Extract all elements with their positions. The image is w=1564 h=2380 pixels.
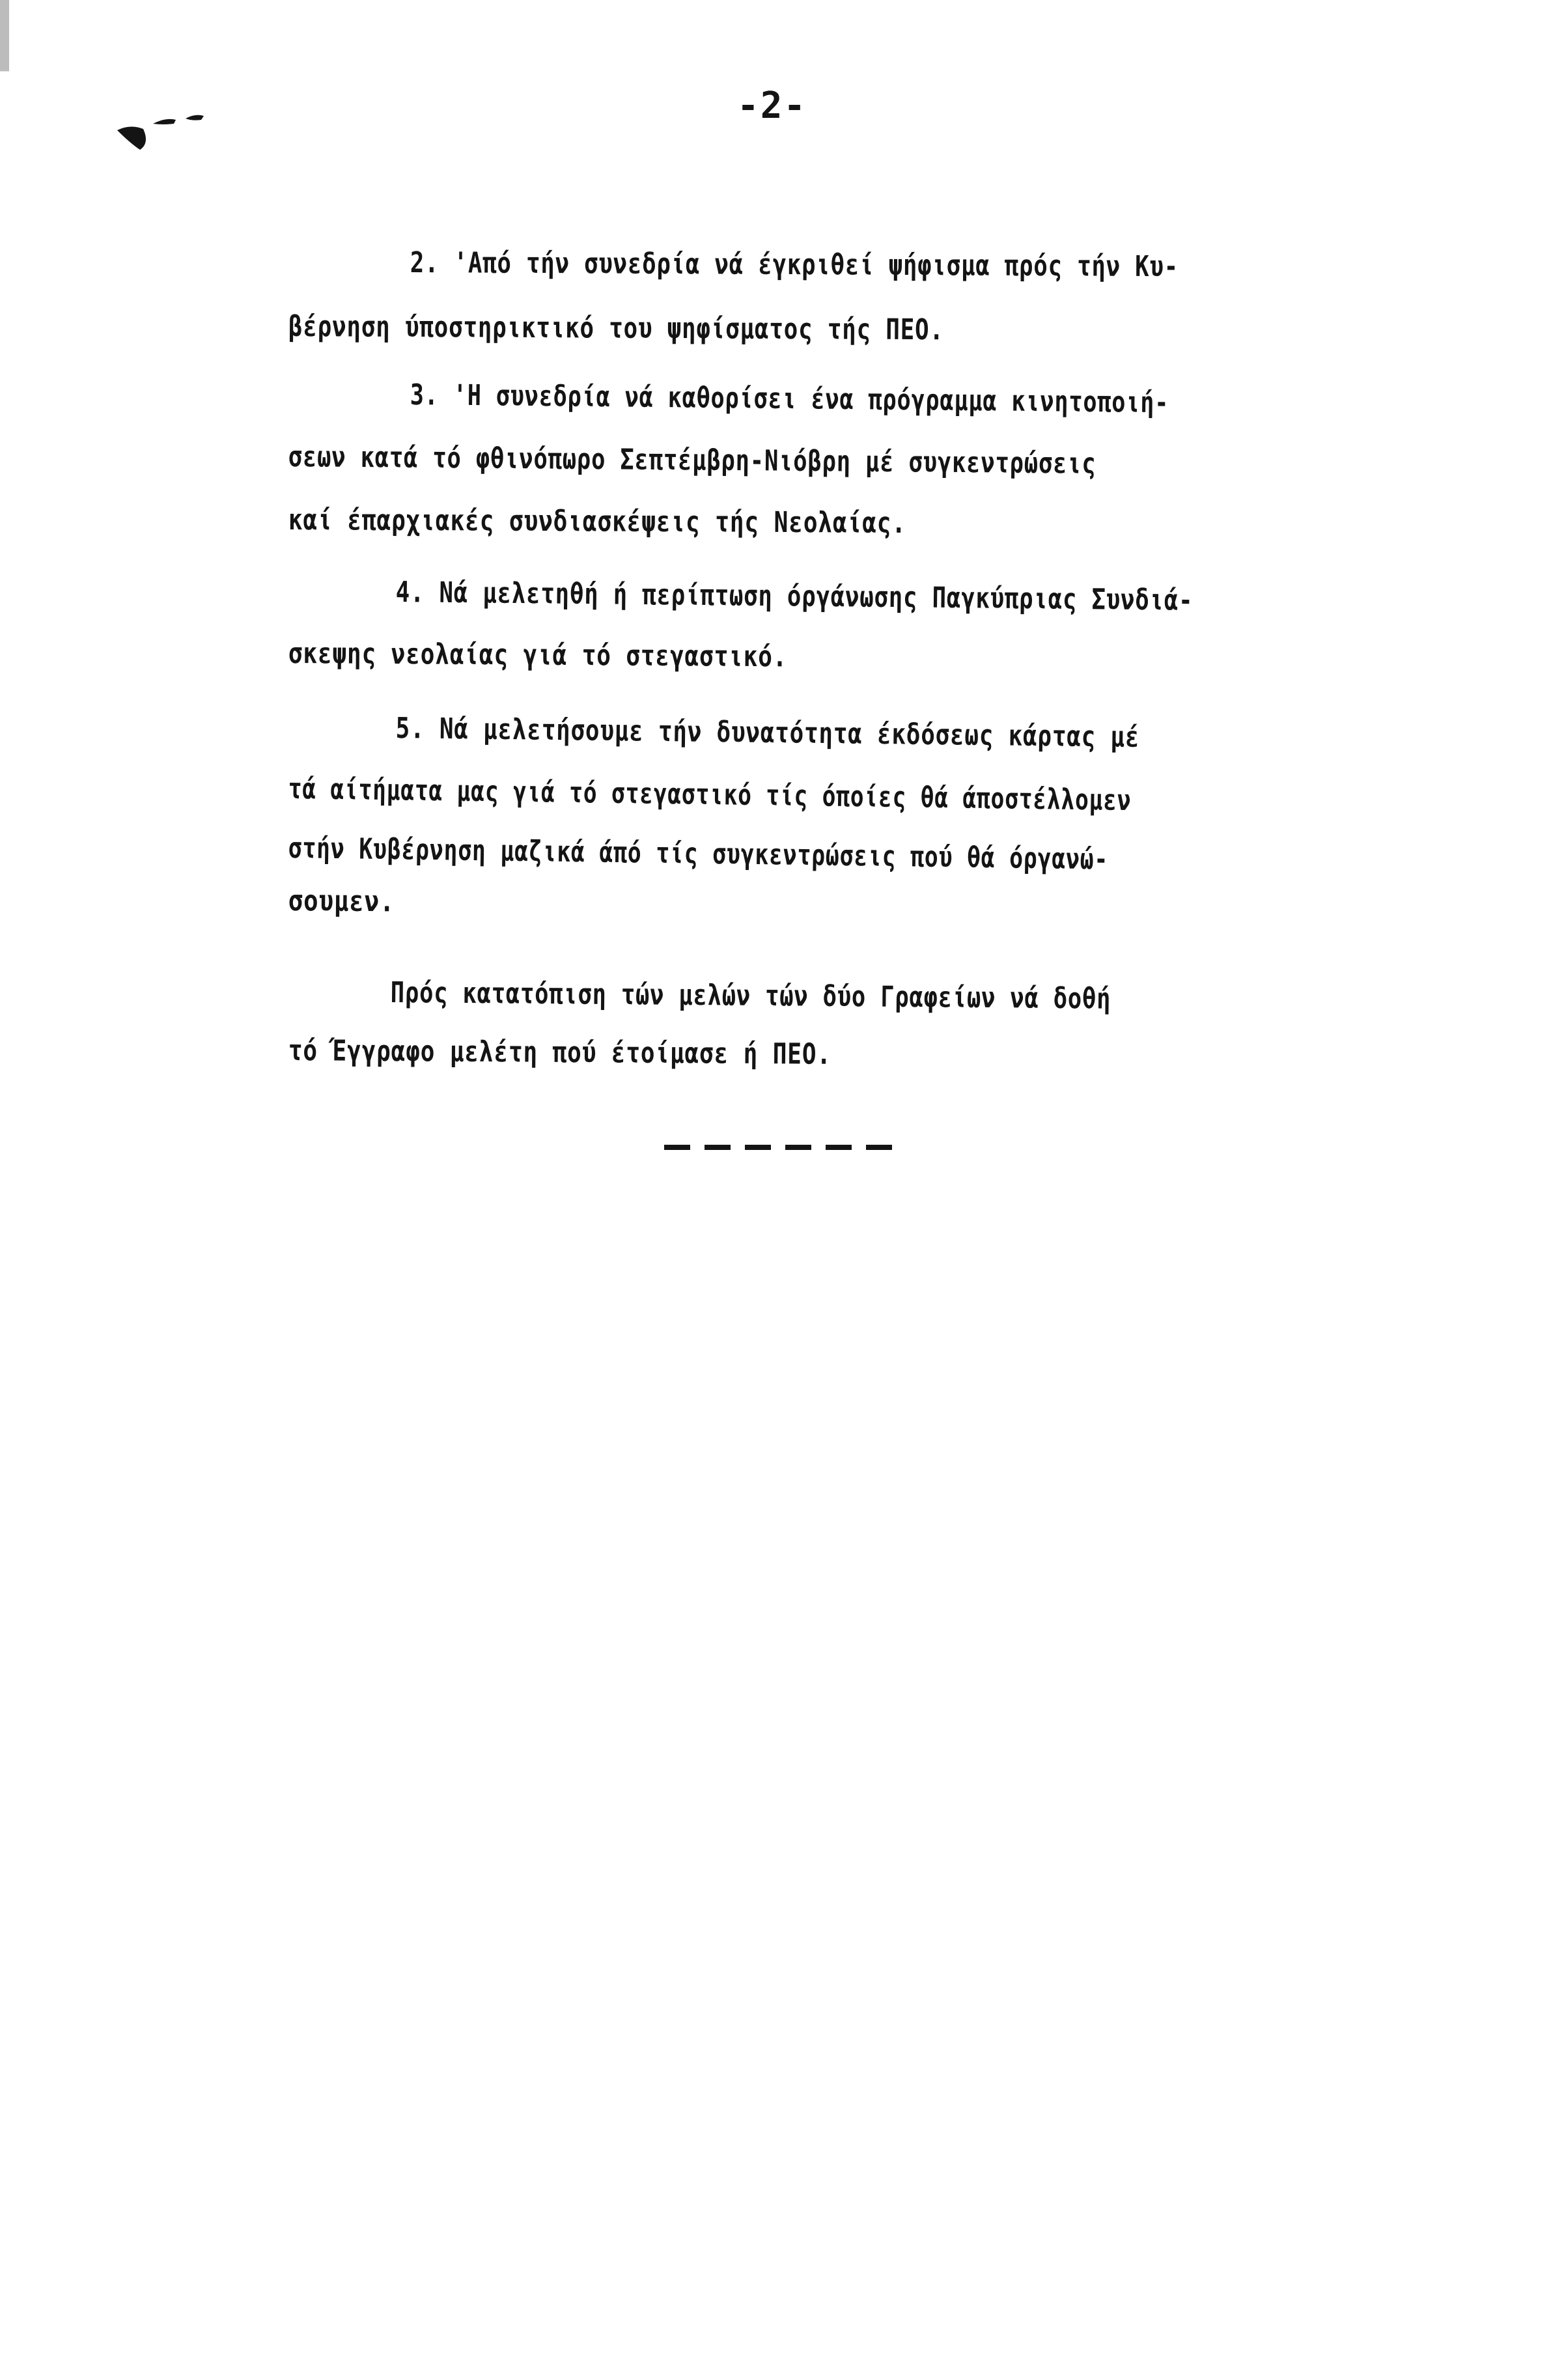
end-dashed-rule	[664, 1145, 892, 1150]
closing-line-1: Πρός κατατόπιση τών μελών τών δύο Γραφείων νά δοθή	[390, 976, 1111, 1016]
paragraph-3-line-2: σεων κατά τό φθινόπωρο Σεπτέμβρη-Νιόβρη μέ συγκεντρώσεις	[288, 440, 1096, 481]
paragraph-3-line-3: καί έπαρχιακές συνδιασκέψεις τής Νεολαίας.	[288, 503, 907, 540]
paragraph-5-line-2: τά αίτήματα μας γιά τό στεγαστικό τίς όποίες θά άποστέλλομεν	[288, 772, 1132, 818]
scan-edge-shadow	[0, 0, 9, 2380]
closing-line-2: τό Έγγραφο μελέτη πού έτοίμασε ή ΠΕΟ.	[288, 1034, 832, 1071]
paragraph-5-line-3: στήν Κυβέρνηση μαζικά άπό τίς συγκεντρώσεις πού θά όργανώ-	[288, 832, 1109, 876]
page-number: -2-	[737, 85, 807, 127]
paragraph-4-line-2: σκεψης νεολαίας γιά τό στεγαστικό.	[288, 637, 788, 674]
paragraph-2-line-2: βέρνηση ύποστηρικτικό του ψηφίσματος τής ΠΕΟ.	[288, 310, 944, 347]
paragraph-5-line-1: 5. Νά μελετήσουμε τήν δυνατότητα έκδόσεως κάρτας μέ	[395, 712, 1140, 754]
paragraph-5-line-4: σουμεν.	[288, 884, 395, 919]
ink-blot-mark	[114, 104, 205, 156]
paragraph-2-line-1: 2. 'Από τήν συνεδρία νά έγκριθεί ψήφισμα πρός τήν Κυ-	[410, 246, 1179, 284]
paragraph-4-line-1: 4. Νά μελετηθή ή περίπτωση όργάνωσης Παγκύπριας Συνδιά-	[395, 576, 1194, 617]
paragraph-3-line-1: 3. 'Η συνεδρία νά καθορίσει ένα πρόγραμμα κινητοποιή-	[410, 378, 1169, 420]
